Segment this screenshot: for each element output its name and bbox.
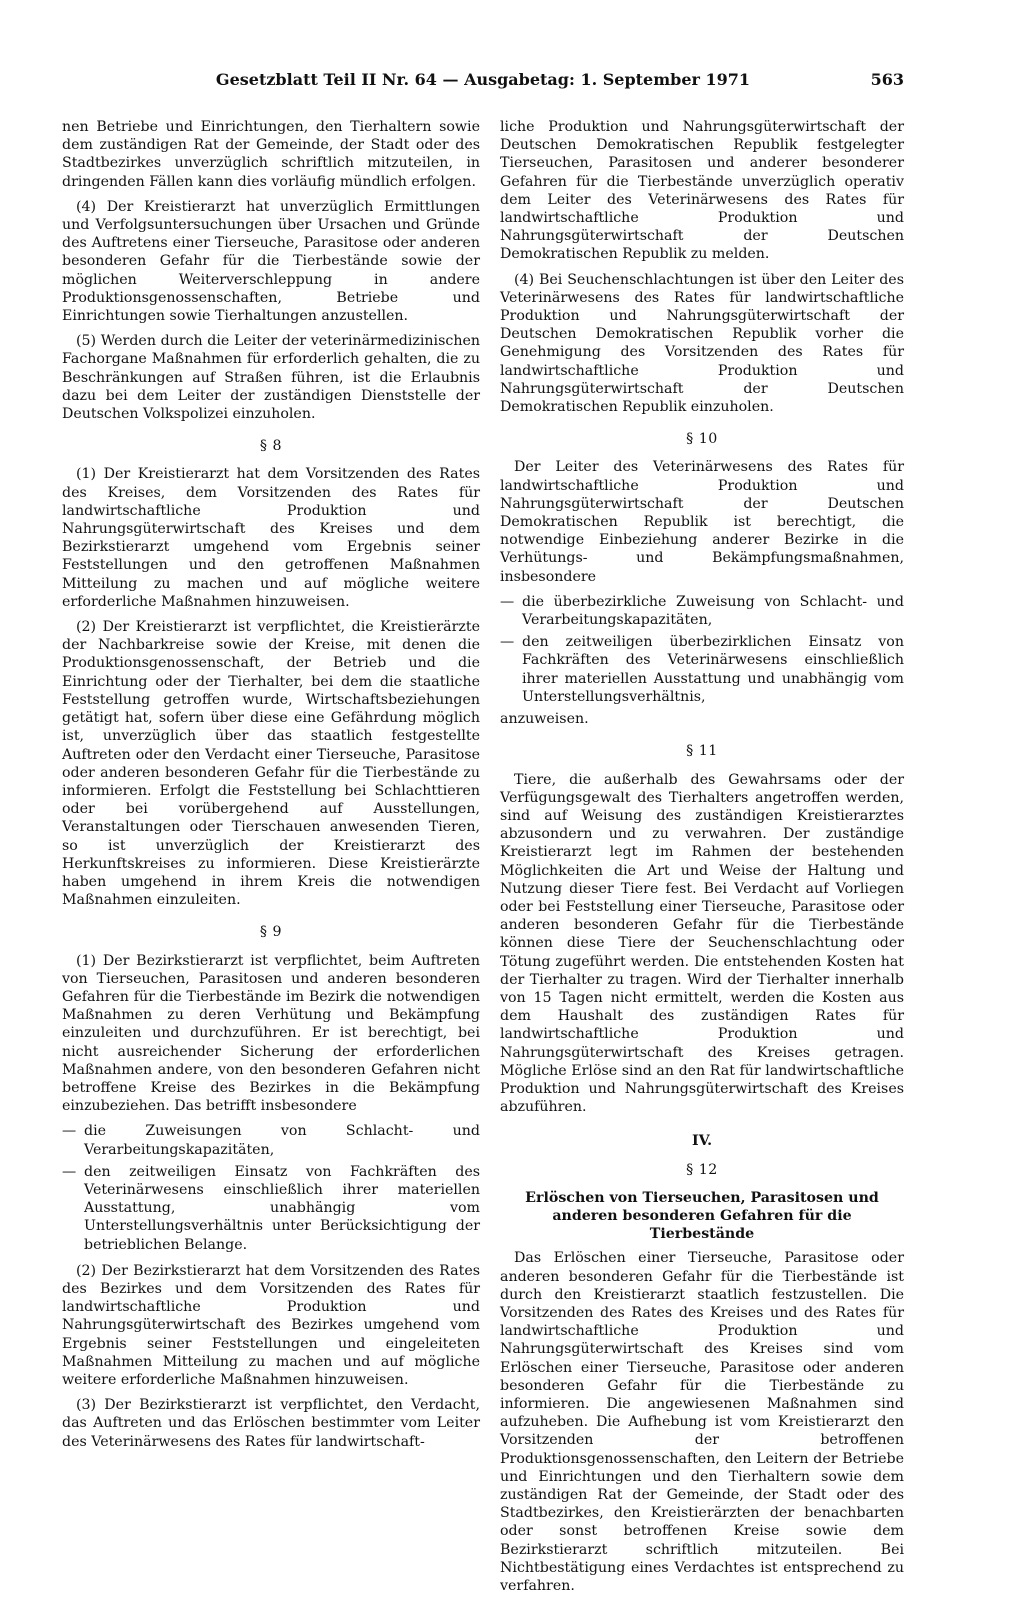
list-item bbox=[500, 593, 904, 629]
list-item-text: die überbezirkliche Zuweisung von Schlacht- und Verarbeitungskapazitäten, bbox=[522, 593, 904, 629]
paragraph: (5) Werden durch die Leiter der veterinärmedizinischen Fachorgane Maßnahmen für erforderlich gehalten, die zu Beschränkungen auf Straßen führen, ist die Erlaubnis dazu bei dem Leiter der zuständigen Dienststelle der Deutschen Volkspolizei einzuholen. bbox=[62, 333, 480, 423]
list-item bbox=[500, 633, 904, 706]
dash-marker: — bbox=[500, 634, 515, 651]
section-title: Erlöschen von Tierseuchen, Parasitosen und anderen besonderen Gefahren für die Tierbestände bbox=[525, 1189, 879, 1243]
chapter-heading: IV. bbox=[691, 1133, 713, 1150]
paragraph: (4) Der Kreistierarzt hat unverzüglich Ermittlungen und Verfolgsuntersuchungen über Ursachen und Gründe des Auftretens einer Tierseuche, Parasitose oder anderen besonderen Gefahr für die Tierbestände sowie der möglichen Weiterverschleppung in andere Produktionsgenossenschaften, Betriebe und Einrichtungen sowie Tierhaltungen anzustellen. bbox=[62, 198, 480, 325]
list-item-text: den zeitweiligen Einsatz von Fachkräften des Veterinärwesens einschließlich ihrer materiellen Ausstattung, unabhängig vom Unterstellungsverhältnis unter Berücksichtigung der betrieblichen Belange. bbox=[84, 1163, 480, 1253]
section-heading: § 9 bbox=[259, 924, 283, 941]
paragraph: Tiere, die außerhalb des Gewahrsams oder der Verfügungsgewalt des Tierhalters angetroffen werden, sind auf Weisung des zuständigen Kreistierarztes abzusondern und zu verwahren. Der zuständige Kreistierarzt legt im Rahmen der bestehenden Möglichkeiten die Art und Weise der Haltung und Nutzung dieser Tiere fest. Bei Verdacht auf Vorliegen oder bei Feststellung einer Tierseuche, Parasitose oder anderen besonderen Gefahr für die Tierbestände können diese Tiere der Seuchenschlachtung oder Tötung zugeführt werden. Die entstehenden Kosten hat der Tierhalter zu tragen. Wird der Tierhalter innerhalb von 15 Tagen nicht ermittelt, werden die Kosten aus dem Haushalt des zuständigen Rates für landwirtschaftliche Produktion und Nahrungsgüterwirtschaft des Kreises getragen. Mögliche Erlöse sind an den Rat für landwirtschaftliche Produktion und Nahrungsgüterwirtschaft des Kreises abzuführen. bbox=[500, 771, 904, 1116]
paragraph: (1) Der Kreistierarzt hat dem Vorsitzenden des Rates des Kreises, dem Vorsitzenden des Rates für landwirtschaftliche Produktion und Nahrungsgüterwirtschaft des Kreises und dem Bezirkstierarzt umgehend vom Ergebnis seiner Feststellungen und den getroffenen Maßnahmen Mitteilung zu machen und auf mögliche weitere erforderliche Maßnahmen hinzuweisen. bbox=[62, 466, 480, 610]
paragraph: Das Erlöschen einer Tierseuche, Parasitose oder anderen besonderen Gefahr für die Tierbestände ist durch den Kreistierarzt staatlich festzustellen. Die Vorsitzenden des Rates des Kreises und des Rates für landwirtschaftliche Produktion und Nahrungsgüterwirtschaft des Kreises sind vom Erlöschen einer Tierseuche, Parasitose oder anderen besonderen Gefahr für die Tierbestände zu informieren. Die angewiesenen Maßnahmen sind aufzuheben. Die Aufhebung ist vom Kreistierarzt den Vorsitzenden der betroffenen Produktionsgenossenschaften, den Leitern der Betriebe und Einrichtungen und den Tierhaltern sowie dem zuständigen Rat der Gemeinde, der Stadt oder des Stadtbezirkes, den Kreistierärzten der benachbarten oder sonst betroffenen Kreise sowie dem Bezirkstierarzt schriftlich mitzuteilen. Bei Nichtbestätigung eines Verdachtes ist entsprechend zu verfahren. bbox=[500, 1250, 904, 1595]
right-column bbox=[500, 118, 904, 1602]
paragraph: (4) Bei Seuchenschlachtungen ist über den Leiter des Veterinärwesens des Rates für landwirtschaftliche Produktion und Nahrungsgüterwirtschaft der Deutschen Demokratischen Republik vorher die Genehmigung des Vorsitzenden des Rates für landwirtschaftliche Produktion und Nahrungsgüterwirtschaft der Deutschen Demokratischen Republik einzuholen. bbox=[500, 271, 904, 416]
page-number: 563 bbox=[870, 70, 904, 89]
section-heading: § 11 bbox=[686, 743, 718, 760]
section-heading: § 8 bbox=[259, 438, 283, 455]
dash-marker: — bbox=[62, 1123, 77, 1140]
list-item bbox=[62, 1163, 480, 1254]
section-heading: § 12 bbox=[686, 1161, 718, 1178]
paragraph: anzuweisen. bbox=[500, 711, 589, 728]
section-heading: § 10 bbox=[686, 431, 718, 448]
paragraph: nen Betriebe und Einrichtungen, den Tierhaltern sowie dem zuständigen Rat der Gemeinde, der Stadt oder des Stadtbezirkes unverzüglich schriftlich mitzuteilen, in dringenden Fällen kann dies vorläufig mündlich erfolgen. bbox=[62, 119, 480, 190]
paragraph: (2) Der Kreistierarzt ist verpflichtet, die Kreistierärzte der Nachbarkreise sowie der Kreise, mit denen die Produktionsgenossenschaft, der Betrieb und die Einrichtung oder der Tierhalter, bei dem die staatliche Feststellung getroffen wurde, Wirtschaftsbeziehungen getätigt hat, sofern über diese eine Gefährdung möglich ist, unverzüglich über das staatlich festgestellte Auftreten oder den Verdacht einer Tierseuche, Parasitose oder anderen besonderen Gefahr für die Tierbestände zu informieren. Erfolgt die Feststellung bei Schlachttieren oder bei vorübergehend auf Ausstellungen, Veranstaltungen oder Tierschauen anwesenden Tieren, so ist unverzüglich der Kreistierarzt des Herkunftskreises zu informieren. Diese Kreistierärzte haben umgehend in ihrem Kreis die notwendigen Maßnahmen einzuleiten. bbox=[62, 619, 480, 909]
list-item bbox=[62, 1122, 480, 1158]
paragraph: (1) Der Bezirkstierarzt ist verpflichtet, beim Auftreten von Tierseuchen, Parasitosen und anderen besonderen Gefahren für die Tierbestände im Bezirk die notwendigen Maßnahmen zu deren Verhütung und Bekämpfung einzuleiten und durchzuführen. Er ist berechtigt, bei nicht ausreichender Sicherung der erforderlichen Maßnahmen andere, von den besonderen Gefahren nicht betroffene Kreise des Bezirkes in die Bekämpfung einzubeziehen. Das betrifft insbesondere bbox=[62, 952, 480, 1115]
dash-marker: — bbox=[500, 593, 515, 610]
paragraph: liche Produktion und Nahrungsgüterwirtschaft der Deutschen Demokratischen Republik festgelegter Tierseuchen, Parasitosen und anderer besonderer Gefahren für die Tierbestände unverzüglich operativ dem Leiter des Veterinärwesens des Rates für landwirtschaftliche Produktion und Nahrungsgüterwirtschaft der Deutschen Demokratischen Republik zu melden. bbox=[500, 119, 904, 263]
running-header: Gesetzblatt Teil II Nr. 64 — Ausgabetag: 1. September 1971 bbox=[215, 70, 751, 89]
dash-marker: — bbox=[62, 1163, 77, 1180]
list-item-text: den zeitweiligen überbezirklichen Einsatz von Fachkräften des Veterinärwesens einschließlich ihrer materiellen Ausstattung und unabhängig vom Unterstellungsverhältnis, bbox=[522, 634, 904, 705]
paragraph: (2) Der Bezirkstierarzt hat dem Vorsitzenden des Rates des Bezirkes und dem Vorsitzenden des Rates für landwirtschaftliche Produktion und Nahrungsgüterwirtschaft des Bezirkes umgehend vom Ergebnis seiner Feststellungen und eingeleiteten Maßnahmen Mitteilung zu machen und auf mögliche weitere erforderliche Maßnahmen hinzuweisen. bbox=[62, 1262, 480, 1388]
paragraph: (3) Der Bezirkstierarzt ist verpflichtet, den Verdacht, das Auftreten und das Erlöschen bestimmter vom Leiter des Veterinärwesens des Rates für landwirtschaft- bbox=[62, 1397, 480, 1450]
list-item-text: die Zuweisungen von Schlacht- und Verarbeitungskapazitäten, bbox=[84, 1123, 480, 1158]
left-column bbox=[62, 118, 480, 1458]
paragraph: Der Leiter des Veterinärwesens des Rates für landwirtschaftliche Produktion und Nahrungsgüterwirtschaft der Deutschen Demokratischen Republik ist berechtigt, die notwendige Einbeziehung anderer Bezirke in die Verhütungs- und Bekämpfungsmaßnahmen, insbesondere bbox=[500, 459, 904, 585]
